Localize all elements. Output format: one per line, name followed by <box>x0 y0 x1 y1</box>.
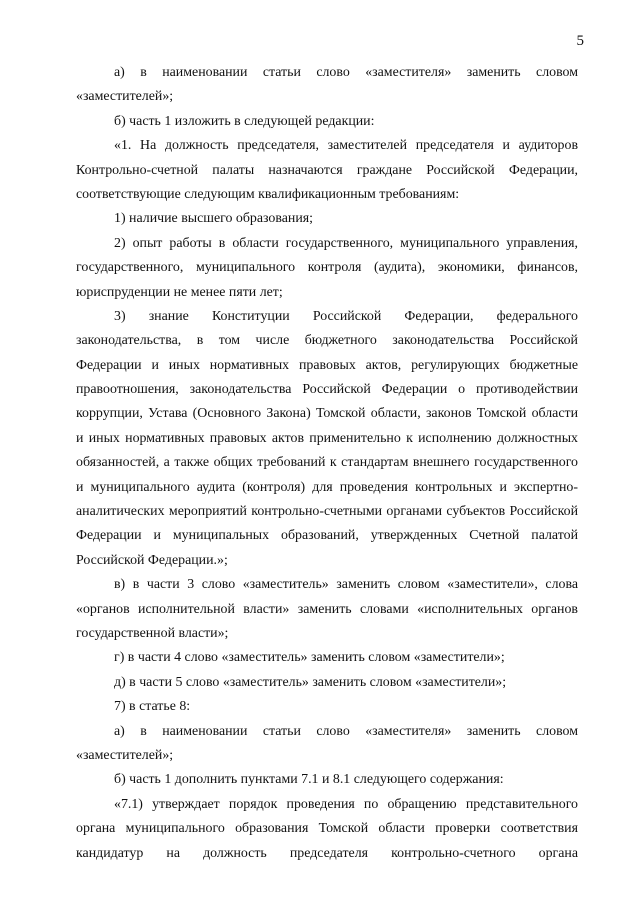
text-line: «7.1) утверждает порядок проведения по обращению представительного <box>114 796 578 812</box>
text-line: кандидатур на должность председателя контрольно-счетного органа <box>76 845 578 861</box>
text-line: юриспруденции не менее пяти лет; <box>76 284 283 300</box>
text-line: правоотношения, законодательства Российской Федерации о противодействии <box>76 382 578 398</box>
document-body <box>76 61 578 866</box>
text-line: законодательства, в том числе бюджетного законодательства Российской <box>76 333 578 349</box>
text-line: а) в наименовании статьи слово «заместителя» заменить словом <box>114 723 578 739</box>
text-line: Федерации и муниципальных образований, утвержденных Счетной палатой <box>76 528 578 544</box>
page-number: 5 <box>576 33 584 49</box>
text-line: государственного, муниципального контроля (аудита), экономики, финансов, <box>76 260 578 276</box>
text-line: г) в части 4 слово «заместитель» заменить словом «заместители»; <box>114 650 505 666</box>
text-line: «заместителей»; <box>76 89 174 105</box>
text-line: 1) наличие высшего образования; <box>114 211 314 227</box>
text-line: Российской Федерации.»; <box>76 552 228 568</box>
text-line: обязанностей, а также общих требований к стандартам внешнего государственного <box>76 455 578 471</box>
text-line: б) часть 1 изложить в следующей редакции: <box>114 113 375 129</box>
text-line: и муниципального аудита (контроля) для проведения контрольных и экспертно- <box>76 479 578 495</box>
text-line: в) в части 3 слово «заместитель» заменить словом «заместители», слова <box>114 577 578 593</box>
text-line: а) в наименовании статьи слово «заместителя» заменить словом <box>114 65 578 80</box>
text-line: государственной власти»; <box>76 625 229 641</box>
text-line: Федерации и иных нормативных правовых актов, регулирующих бюджетные <box>76 357 578 373</box>
text-line: органа муниципального образования Томской области проверки соответствия <box>76 821 578 837</box>
text-line: Контрольно-счетной палаты назначаются граждане Российской Федерации, <box>76 162 578 178</box>
text-line: 7) в статье 8: <box>114 699 191 715</box>
text-line: «органов исполнительной власти» заменить словами «исполнительных органов <box>76 601 578 617</box>
text-line: «заместителей»; <box>76 747 174 763</box>
text-line: аналитических мероприятий контрольно-счетными органами субъектов Российской <box>76 504 578 520</box>
text-line: д) в части 5 слово «заместитель» заменить словом «заместители»; <box>114 674 507 690</box>
text-line: коррупции, Устава (Основного Закона) Томской области, законов Томской области <box>76 406 578 422</box>
text-line: б) часть 1 дополнить пунктами 7.1 и 8.1 следующего содержания: <box>114 772 504 788</box>
text-line: 3) знание Конституции Российской Федерации, федерального <box>114 308 578 324</box>
text-line: и иных нормативных правовых актов применительно к исполнению должностных <box>76 430 578 446</box>
text-line: соответствующие следующим квалификационным требованиям: <box>76 186 460 202</box>
text-line: 2) опыт работы в области государственного, муниципального управления, <box>114 235 578 251</box>
text-line: «1. На должность председателя, заместителей председателя и аудиторов <box>114 138 578 154</box>
